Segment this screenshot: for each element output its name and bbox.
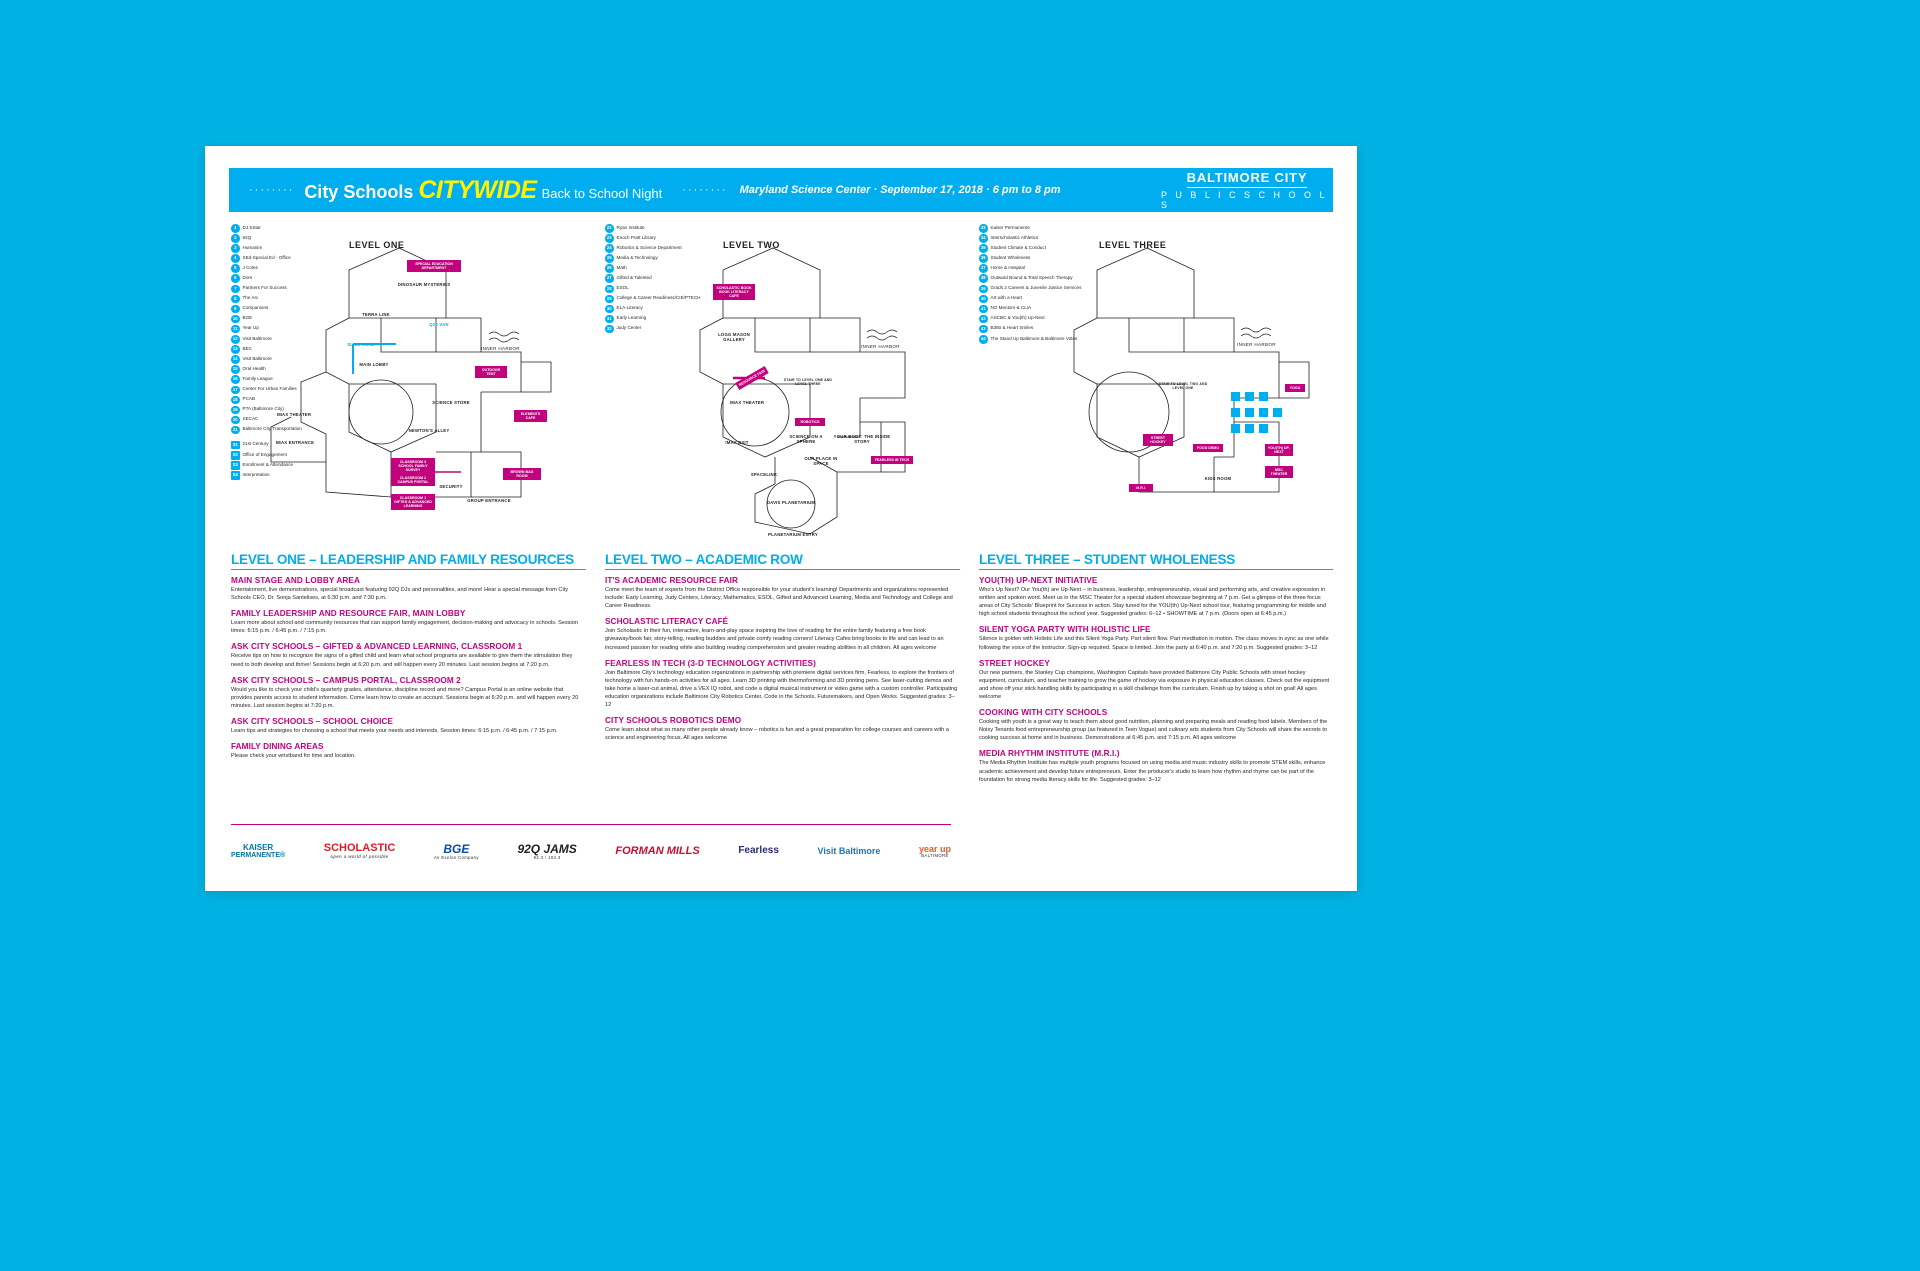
legend-label: Art with a Heart xyxy=(990,295,1023,301)
map1-tag-outdoor-tent: OUTDOOR TENT xyxy=(475,366,507,378)
legend-label: SEd-Special Ed - Office xyxy=(242,254,291,260)
column-level-two xyxy=(605,222,960,749)
legend-label: Student Wholeness xyxy=(990,254,1031,260)
legend-badge: 33 xyxy=(979,224,988,233)
sponsor-label: Visit Baltimore xyxy=(817,845,881,856)
item-cooking xyxy=(979,708,1333,742)
legend-label: NO Mentors & CLIA xyxy=(990,305,1032,311)
header-dots-right: ········ xyxy=(682,184,728,196)
section-title-level-three: LEVEL THREE – STUDENT WHOLENESS xyxy=(979,552,1333,570)
map1-tag-classroom-3: CLASSROOM 3 SCHOOL FAMILY SURVEY xyxy=(391,458,435,474)
legend-label: Gifted & Talented xyxy=(616,274,652,280)
legend-label: Early Learning xyxy=(616,315,647,321)
legend-label: Visit Baltimore xyxy=(242,355,272,361)
legend-badge: 5 xyxy=(231,264,240,273)
column-level-one xyxy=(231,222,586,767)
logo-rule xyxy=(1187,187,1307,188)
legend-label: Home & Hospital xyxy=(990,264,1025,270)
map1-tag-classroom-2: CLASSROOM 2 CAMPUS PORTAL xyxy=(391,474,435,486)
legend-badge: 40 xyxy=(979,295,988,304)
sponsor-year-up xyxy=(919,845,951,859)
item-gifted-advanced xyxy=(231,642,586,668)
legend-label: Dors xyxy=(242,274,253,280)
sponsor-forman-mills xyxy=(615,846,699,858)
item-main-stage xyxy=(231,576,586,602)
item-street-hockey xyxy=(979,659,1333,701)
sponsor-fearless xyxy=(738,846,779,857)
legend-badge: 27 xyxy=(605,274,614,283)
map3-inner-harbor-label: INNER HARBOR xyxy=(1237,342,1276,347)
sponsor-label: Fearless xyxy=(738,845,779,857)
sponsor-kaiser-permanente xyxy=(231,844,285,860)
legend-label: Outward Bound & Total Speech Therapy xyxy=(990,274,1073,280)
sponsor-sublabel: PERMANENTE® xyxy=(231,852,286,860)
legend-label: SECAC xyxy=(242,416,259,422)
legend-badge: 31 xyxy=(605,315,614,324)
legend-badge: 37 xyxy=(979,264,988,273)
item-body: Our new partners, the Stanley Cup champions, Washington Capitals have provided Baltimore City Public Schools with street hockey equipment, curriculum, and teacher training to grow the game of hockey via exposure in physical education classes. Check out the equipment and show off your stick handling skills by participating in a skill challenge from the curriculum. Finish up by taking a shot on goal! All ages welcome xyxy=(979,669,1330,700)
map2-tag-resource-fair: RESOURCE FAIR xyxy=(735,366,769,390)
item-heading: FAMILY DINING AREAS xyxy=(231,742,324,752)
sponsor-sublabel: open a world of possible xyxy=(330,853,389,859)
map1-tag-classroom-1: CLASSROOM 1 GIFTED & ADVANCED LEARNING xyxy=(391,494,435,510)
legend-badge: 9 xyxy=(231,305,240,314)
sponsor-bge xyxy=(434,843,479,860)
legend-badge: S4 xyxy=(231,471,240,480)
legend-label: The Stand Up Baltimore & Baltimore Votes xyxy=(990,335,1078,341)
map1-label-main-lobby: MAIN LOBBY xyxy=(359,362,389,367)
legend-label: Family League xyxy=(242,375,273,381)
sponsor-label: KAISER xyxy=(242,842,274,852)
legend-badge: 20 xyxy=(231,416,240,425)
legend-badge: 3 xyxy=(231,244,240,253)
item-body: Who's Up Next? Our You(th) are Up-Next – in business, leadership, entrepreneurship, visual and performing arts, and creative expression in written and spoken word. Meet us in the MSC Theater for a special student showcase beginning at 7 p.m. Get a glimpse of the three focus areas of City Schools' Blueprint for Success in action. Stay tuned for the YOU(th) Up-Next school tour, featuring programming for middle and high school students throughout the school year. Suggested grades: 6–12 • SHOWTIME at 7 p.m. (Doors open at 6:45 p.m.) xyxy=(979,587,1327,618)
item-heading: ASK CITY SCHOOLS – SCHOOL CHOICE xyxy=(231,716,394,726)
legend-badge: 2 xyxy=(231,234,240,243)
item-body: The Media Rhythm Institute has multiple youth programs focused on using media and music industry skills to promote STEM skills, enhance academic achievement and develop future entrepreneurs. Enter the producer's studio to learn how rhythm and rhyme can be part of the foundation for strong media literacy skills for life. Suggested grades: 3–12 xyxy=(979,760,1326,783)
poster-header xyxy=(229,168,1333,212)
map2-label-your-body: YOUR BODY: THE INSIDE STORY xyxy=(833,434,891,444)
map2-label-logg-mason-gallery: LOGG MASON GALLERY xyxy=(718,332,750,342)
map1-label-group-entrance: GROUP ENTRANCE xyxy=(467,498,511,503)
legend-label: Enrollment & Attendance xyxy=(242,461,294,467)
sponsor-label: 92Q JAMS xyxy=(517,842,577,856)
map1-label-newtons-alley: NEWTON'S ALLEY xyxy=(408,428,450,433)
legend-label: Kaiser Permanente xyxy=(990,224,1030,230)
legend-label: Math xyxy=(616,264,627,270)
sponsor-label: SCHOLASTIC xyxy=(323,842,396,855)
legend-badge: 12 xyxy=(231,335,240,344)
map-level-one-label: LEVEL ONE xyxy=(349,240,405,250)
legend-badge: 4 xyxy=(231,254,240,263)
item-heading: MAIN STAGE AND LOBBY AREA xyxy=(231,576,360,585)
legend-label: Interscholastic Athletics xyxy=(990,234,1039,240)
legend-label: Partners For Success xyxy=(242,285,287,291)
header-title-city-schools: City Schools xyxy=(304,181,414,202)
item-heading: FAMILY LEADERSHIP AND RESOURCE FAIR, MAIN LOBBY xyxy=(231,609,466,619)
item-heading: FEARLESS IN TECH (3-D TECHNOLOGY ACTIVITIES) xyxy=(605,658,816,668)
legend-badge: 10 xyxy=(231,315,240,324)
legend-label: Media & Technology xyxy=(616,254,658,260)
sponsor-bar xyxy=(231,824,951,872)
map3-tag-mri: M.R.I. xyxy=(1129,484,1153,492)
legend-badge: 36 xyxy=(979,254,988,263)
legend-label: The Arc xyxy=(242,295,259,301)
map1-label-imax-entrance: IMAX ENTRANCE xyxy=(275,440,315,445)
map1-label-science-store: SCIENCE STORE xyxy=(432,400,470,405)
item-media-rhythm xyxy=(979,749,1333,783)
legend-label: Grads 2 Careers & Juvenile Justice Services xyxy=(990,285,1082,291)
legend-label: PTA (Baltimore City) xyxy=(242,406,284,412)
item-body: Receive tips on how to recognize the signs of a gifted child and learn what school programs are available to give them the stimulation they need to both develop and thrive! Sessions begin at 6:20 p.m. and will happen every 20 minutes. Last session begins at 7:20 p.m. xyxy=(231,653,573,668)
item-campus-portal xyxy=(231,676,586,710)
item-fearless-in-tech xyxy=(605,659,960,710)
legend-label: Interpretation xyxy=(242,471,270,477)
map3-label-stair: STAIR TO LEVEL TWO AND LEVEL ONE xyxy=(1158,382,1208,390)
legend-badge: 18 xyxy=(231,396,240,405)
item-body: Come meet the team of experts from the District Office responsible for your student's learning! Departments and organizations represented include: Early Learning, Judy Centers, Literacy, Mathematics, ESOL, Gifted and Advanced Learning, Media and Technology and College and Career Readiness. xyxy=(605,587,953,610)
legend-badge: 32 xyxy=(605,325,614,334)
map3-tag-youth-up-next: YOU(TH) UP-NEXT xyxy=(1265,444,1293,456)
map-level-three-label: LEVEL THREE xyxy=(1099,240,1167,250)
legend-badge: 41 xyxy=(979,305,988,314)
map1-label-q20-van: Q20 VAN xyxy=(429,322,449,327)
item-heading: SILENT YOGA PARTY WITH HOLISTIC LIFE xyxy=(979,625,1151,635)
item-family-dining xyxy=(231,742,586,760)
header-title-back-to-school: Back to School Night xyxy=(541,185,663,201)
legend-badge: 23 xyxy=(605,234,614,243)
item-scholastic-literacy-cafe xyxy=(605,617,960,651)
map1-label-imax-theater: IMAX THEATER xyxy=(276,412,312,417)
map2-tag-robotics: ROBOTICS xyxy=(795,418,825,426)
legend-label: ESOL xyxy=(616,285,629,291)
legend-badge: 34 xyxy=(979,234,988,243)
map2-label-davis-planetarium: DAVIS PLANETARIUM xyxy=(766,500,816,505)
map2-tag-scholastic-literacy-cafe: SCHOLASTIC BOOK BOOK LITERACY CAFE xyxy=(713,284,755,300)
legend-badge: 44 xyxy=(979,335,988,344)
sponsor-sublabel: 92.3 / 104.3 xyxy=(533,854,561,860)
item-body: Please check your wristband for time and location. xyxy=(231,753,356,760)
legend-label: J Coles xyxy=(242,264,258,270)
legend-label: Enoch Pratt Library xyxy=(616,234,656,240)
map1-label-dinosaur-mysteries: DINOSAUR MYSTERIES xyxy=(397,282,451,287)
sponsor-sublabel: An Exelon Company xyxy=(433,854,479,860)
map1-label-terra-link: TERRA LINK xyxy=(362,312,390,317)
map2-label-planetarium-entry: PLANETARIUM ENTRY xyxy=(768,532,818,537)
item-body: Would you like to check your child's quarterly grades, attendance, discipline record and more? Campus Portal is an online website that provides parents access to student information. Come learn how to create an account. Sessions begin at 6:20 p.m. and will happen every 20 minutes. Last session begins at 7:20 p.m. xyxy=(231,686,579,709)
legend-label: Baltimore City Transportation xyxy=(242,426,302,432)
legend-badge: 39 xyxy=(979,285,988,294)
item-body: Join Scholastic in their fun, interactive, learn-and-play space inspiring the love of reading for the entire family featuring a free book giveaway/book fair, story-telling, reading buddies and private comfy reading corners! Literacy Cafes bring books to life and can lead to an increased passion for reading while also building reading comprehension and greater reading abilities in all children. All ages welcome xyxy=(605,628,944,651)
legend-badge: S1 xyxy=(231,441,240,450)
item-school-choice xyxy=(231,717,586,735)
map-level-three-diagram xyxy=(979,222,1333,552)
legend-label: Companions xyxy=(242,305,269,311)
legend-badge: 17 xyxy=(231,386,240,395)
map1-inner-harbor-label: INNER HARBOR xyxy=(481,346,520,351)
item-body: Come learn about what so many other people already know – robotics is fun and a great preparation for college courses and careers with a science and engineering focus. All ages welcome xyxy=(605,727,949,742)
item-heading: ASK CITY SCHOOLS – CAMPUS PORTAL, CLASSROOM 2 xyxy=(231,675,461,685)
legend-badge: 11 xyxy=(231,325,240,334)
map3-tag-yoga: YOGA xyxy=(1285,384,1305,392)
legend-badge: 14 xyxy=(231,355,240,364)
map1-tag-special-education: SPECIAL EDUCATION DEPARTMENT xyxy=(407,260,461,272)
item-heading: COOKING WITH CITY SCHOOLS xyxy=(979,708,1108,718)
item-heading: STREET HOCKEY xyxy=(979,658,1050,668)
logo-line-1: BALTIMORE CITY xyxy=(1186,170,1308,185)
item-academic-resource-fair xyxy=(605,576,960,610)
item-body: Cooking with youth is a great way to teach them about good nutrition, planning and preparing meals and reading food labels. Members of the Noisy Tenants food entrepreneurship group (as featured in Teen Vogue) and culinary arts students from City Schools will share the secrets to cooking success at home and in business. Demonstrations at 6:45 p.m. and 7:15 p.m. All ages welcome xyxy=(979,719,1328,742)
legend-label: ELA-Literacy xyxy=(616,305,643,311)
legend-label: B360 & Heart Smiles xyxy=(990,325,1034,331)
legend-badge: 29 xyxy=(605,295,614,304)
item-heading: MEDIA RHYTHM INSTITUTE (M.R.I.) xyxy=(979,749,1120,759)
item-body: Learn tips and strategies for choosing a school that meets your needs and interests. Session times: 6:15 p.m. / 6:45 p.m. / 7:15 p.m. xyxy=(231,727,558,734)
legend-label: ASCBC & You(th) Up-Next xyxy=(990,315,1045,321)
sponsor-label: FORMAN MILLS xyxy=(615,844,700,857)
map-level-two xyxy=(605,222,960,552)
map1-tag-brown-bag-room: BROWN BAG ROOM xyxy=(503,468,541,480)
map2-label-stair: STAIR TO LEVEL ONE AND LEVEL THREE xyxy=(783,378,833,386)
map1-label-security: SECURITY xyxy=(439,484,463,489)
item-body: Learn more about school and community resources that can support family engagement, decision-making and advocacy in schools. Session times: 6:15 p.m. / 6:45 p.m. / 7:15 p.m. xyxy=(231,620,579,635)
map2-tag-fearless-in-tech: FEARLESS IN TECH xyxy=(871,456,913,464)
item-heading: ASK CITY SCHOOLS – GIFTED & ADVANCED LEARNING, CLASSROOM 1 xyxy=(231,642,523,652)
header-event-meta: Maryland Science Center · September 17, 2018 · 6 pm to 8 pm xyxy=(739,184,1061,196)
legend-badge: 16 xyxy=(231,375,240,384)
legend-badge: 19 xyxy=(231,406,240,415)
item-body: Join Baltimore City's technology education organizations in partnership with premiere digital services firm, Fearless, to explore the frontiers of technology with fun hands-on activities for all ages. Learn 3D printing with thermoforming and 3D printing pens. See laser-cutting demos and take home a laser-cut animal, drive a VEX IQ robot, and code a digital musical instrument or video game with a custom controller. Participating education organizations include Baltimore City Robotics Center, Code in the Schools, Futuremakers, and Open Works. Suggested grades: 3–12 xyxy=(605,669,958,709)
legend-label: 21st Century xyxy=(242,441,269,447)
item-youth-up-next xyxy=(979,576,1333,618)
legend-badge: 6 xyxy=(231,274,240,283)
map-level-two-label: LEVEL TWO xyxy=(723,240,780,250)
header-title xyxy=(304,176,662,205)
map3-label-kids-room: KIDS ROOM xyxy=(1204,476,1232,481)
legend-label: Judy Center xyxy=(616,325,642,331)
map2-label-science-on-a-sphere: SCIENCE ON A SPHERE xyxy=(789,434,823,444)
legend-badge: S3 xyxy=(231,461,240,470)
sponsor-scholastic xyxy=(324,843,396,859)
section-title-level-one: LEVEL ONE – LEADERSHIP AND FAMILY RESOURCES xyxy=(231,552,586,570)
item-heading: IT'S ACADEMIC RESOURCE FAIR xyxy=(605,576,739,585)
legend-label: Ryan Institute xyxy=(616,224,645,230)
item-heading: SCHOLASTIC LITERACY CAFÉ xyxy=(605,617,729,627)
section-title-level-two: LEVEL TWO – ACADEMIC ROW xyxy=(605,552,960,570)
legend-badge: 13 xyxy=(231,345,240,354)
item-heading: CITY SCHOOLS ROBOTICS DEMO xyxy=(605,716,742,726)
sponsor-label: year up xyxy=(918,843,951,854)
map2-inner-harbor-label: INNER HARBOR xyxy=(861,344,900,349)
legend-label: Center For Urban Families xyxy=(242,386,297,391)
map3-tag-street-hockey: STREET HOCKEY xyxy=(1143,434,1173,446)
legend-badge: 21 xyxy=(231,426,240,435)
map2-label-imax-exit: IMAX EXIT xyxy=(725,440,749,445)
poster-page xyxy=(205,146,1357,891)
legend-label: Robotics & Science Department xyxy=(616,244,682,250)
map2-label-our-place-in-space: OUR PLACE IN SPACE xyxy=(804,456,838,466)
legend-label: PCAB xyxy=(242,396,256,402)
legend-badge: 8 xyxy=(231,295,240,304)
map2-label-spacelink: SPACELINK xyxy=(750,472,778,477)
legend-label: College & Career Readiness/CIE/PTECH xyxy=(616,295,701,301)
legend-label: Oral Health xyxy=(242,365,266,371)
legend-badge: 15 xyxy=(231,365,240,374)
item-family-leadership xyxy=(231,609,586,635)
item-silent-yoga xyxy=(979,625,1333,651)
sponsor-92q-jams xyxy=(517,843,576,860)
map3-tag-food-demo: FOOD DEMO xyxy=(1193,444,1223,452)
legend-label: DJ SStar xyxy=(242,224,261,230)
legend-label: BGE xyxy=(242,315,253,321)
legend-badge: 28 xyxy=(605,285,614,294)
legend-badge: 35 xyxy=(979,244,988,253)
legend-label: Student Climate & Conduct xyxy=(990,244,1046,250)
legend-label: 92Q xyxy=(242,234,252,240)
sponsor-label: BGE xyxy=(443,842,470,856)
legend-badge: 42 xyxy=(979,315,988,324)
legend-badge: 7 xyxy=(231,285,240,294)
map2-label-imax-theater: IMAX THEATER xyxy=(729,400,765,405)
column-level-three xyxy=(979,222,1333,791)
item-robotics-demo xyxy=(605,716,960,742)
logo-line-2: P U B L I C S C H O O L S xyxy=(1161,190,1328,210)
map1-tag-elements-cafe: ELEMENTS CAFE xyxy=(514,410,547,422)
legend-badge: 26 xyxy=(605,264,614,273)
legend-label: Office of Engagement xyxy=(242,451,287,457)
legend-badge: S2 xyxy=(231,451,240,460)
map-level-one xyxy=(231,222,586,552)
item-body: Silence is golden with Holistic Life and this Silent Yoga Party. Part silent flow. Part meditation in motion. The class moves in sync as one while following the voice of the instructor. Sign-up required. Space is limited. Join the party at 6:40 p.m. and 7:20 p.m. Suggested grades: 3–12 xyxy=(979,636,1329,651)
header-dots-left: ········ xyxy=(249,184,295,196)
header-title-citywide: CITYWIDE xyxy=(418,175,537,204)
map3-tag-msc-theater: MSC THEATER xyxy=(1265,466,1293,478)
legend-label: BEC xyxy=(242,345,252,351)
item-body: Entertainment, live demonstrations, special broadcast featuring 92Q DJs and personalities, and more! Hear a special message from City Schools CEO, Dr. Sonja Santelises, at 6:30 p.m. and 7:30 p.m. xyxy=(231,587,569,602)
item-heading: YOU(TH) UP-NEXT INITIATIVE xyxy=(979,576,1098,585)
legend-label: Humanim xyxy=(242,244,263,250)
map-level-three xyxy=(979,222,1334,552)
legend-badge: 1 xyxy=(231,224,240,233)
legend-label: Year Up xyxy=(242,325,259,331)
legend-badge: 24 xyxy=(605,244,614,253)
map1-label-slide-zone: SLIDE ZONE xyxy=(347,342,375,347)
bcps-logo xyxy=(1161,168,1333,212)
legend-badge: 38 xyxy=(979,274,988,283)
legend-label: Visit Baltimore xyxy=(242,335,272,341)
sponsor-visit-baltimore xyxy=(818,847,881,856)
legend-badge: 22 xyxy=(605,224,614,233)
legend-badge: 25 xyxy=(605,254,614,263)
legend-badge: 30 xyxy=(605,305,614,314)
sponsor-sublabel: BALTIMORE xyxy=(921,853,949,859)
legend-badge: 43 xyxy=(979,325,988,334)
